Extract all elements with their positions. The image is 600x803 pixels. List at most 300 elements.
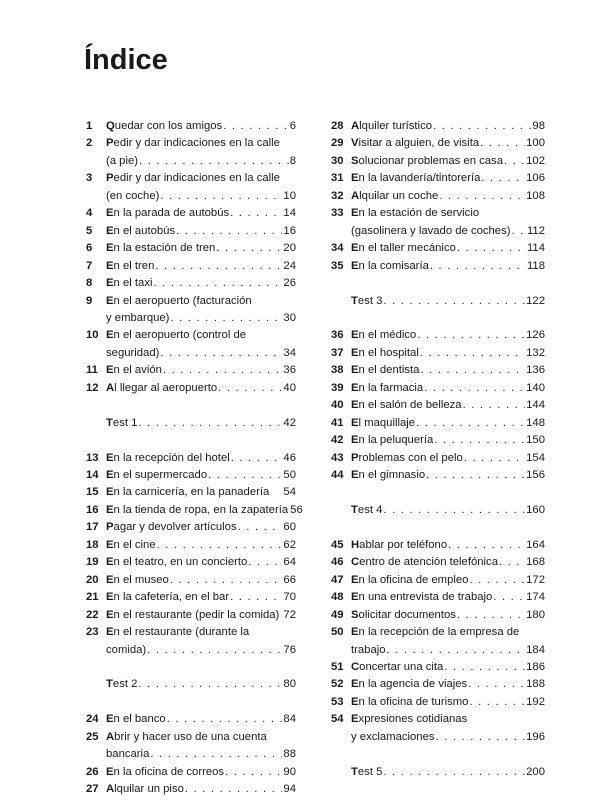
entry-title: Al llegar al aeropuerto [106, 381, 218, 394]
toc-entry[interactable] [86, 380, 296, 397]
entry-title: Quedar con los amigos [106, 120, 223, 132]
entry-title: En la oficina de turismo [351, 695, 469, 708]
toc-test-entry[interactable] [86, 415, 296, 432]
spacer [86, 659, 296, 676]
toc-entry[interactable] [331, 467, 545, 484]
entry-line [106, 240, 296, 257]
toc-entry[interactable] [331, 188, 545, 205]
entry-body [106, 484, 296, 501]
dot-leader [383, 293, 525, 310]
toc-column-right [331, 118, 545, 781]
entry-line [351, 223, 545, 240]
entry-body [106, 293, 296, 328]
entry-title: En la recepción de la empresa de [351, 626, 520, 639]
page-number: 164 [526, 538, 545, 551]
toc-entry[interactable] [331, 694, 545, 711]
entry-title: Visitar a alguien, de visita [351, 137, 480, 150]
entry-line [351, 572, 545, 589]
toc-test-entry[interactable] [86, 676, 296, 693]
entry-line [106, 153, 296, 170]
dot-leader [223, 118, 289, 135]
page-number: 8 [289, 154, 296, 167]
page-number: 154 [526, 451, 545, 464]
dot-leader [448, 537, 525, 554]
page-number: 114 [526, 242, 545, 255]
dot-leader [231, 450, 283, 467]
toc-entry[interactable] [86, 484, 296, 501]
entry-body [351, 240, 545, 257]
toc-entry[interactable] [86, 135, 296, 170]
entry-body [106, 205, 296, 222]
entry-number: 15 [86, 486, 99, 499]
toc-entry[interactable] [86, 223, 296, 240]
entry-line [106, 554, 296, 571]
page-number: 34 [283, 346, 296, 359]
entry-number [86, 676, 106, 693]
dot-leader [499, 554, 525, 571]
entry-title: Test 4 [351, 503, 383, 516]
entry-body [106, 764, 296, 781]
entry-body [351, 764, 545, 781]
dot-leader [147, 642, 282, 659]
entry-title: En una entrevista de trabajo [351, 591, 493, 604]
toc-entry[interactable] [331, 205, 545, 240]
page-number: 172 [526, 573, 545, 586]
entry-body [351, 397, 545, 414]
toc-entry[interactable] [86, 607, 296, 624]
entry-title: Hablar por teléfono [351, 538, 448, 551]
page-number: 36 [283, 364, 296, 377]
entry-title: seguridad) [106, 346, 160, 359]
toc-entry[interactable] [331, 450, 545, 467]
entry-line [106, 380, 296, 397]
entry-title: Solucionar problemas en casa [351, 154, 503, 167]
entry-body [351, 205, 545, 240]
page-number: 24 [283, 259, 296, 272]
page-number: 186 [526, 660, 545, 673]
entry-number: 18 [86, 538, 99, 551]
spacer [331, 310, 545, 327]
entry-line [351, 188, 545, 205]
toc-test-entry[interactable] [331, 764, 545, 781]
toc-entry[interactable] [86, 781, 296, 798]
entry-title: Test 5 [351, 765, 383, 778]
page-number: 196 [526, 730, 545, 743]
entry-title: (a pie) [106, 154, 139, 167]
toc-entry[interactable] [331, 659, 545, 676]
entry-line [106, 135, 296, 152]
page-number: 76 [283, 643, 296, 656]
toc-entry[interactable] [331, 240, 545, 257]
page-number: 102 [526, 154, 545, 167]
dot-leader [436, 729, 526, 746]
entry-body [106, 240, 296, 257]
entry-number: 49 [331, 608, 344, 621]
page-number: 40 [283, 381, 296, 394]
entry-number: 8 [86, 277, 93, 290]
entry-line [106, 450, 296, 467]
page-number: 144 [526, 399, 545, 412]
entry-number: 43 [331, 451, 344, 464]
entry-title: En la recepción del hotel [106, 451, 230, 464]
entry-line [351, 380, 545, 397]
entry-body [351, 537, 545, 554]
entry-line [106, 711, 296, 728]
entry-number: 37 [331, 346, 344, 359]
entry-body [106, 362, 296, 379]
page-number: 108 [526, 189, 545, 202]
entry-line [106, 607, 296, 624]
toc-entry[interactable] [86, 729, 296, 764]
toc-entry[interactable] [331, 711, 545, 746]
dot-leader [468, 676, 525, 693]
toc-entry[interactable] [86, 362, 296, 379]
page-number: 42 [283, 416, 296, 429]
entry-line [351, 135, 545, 152]
dot-leader [155, 258, 282, 275]
toc-entry[interactable] [86, 275, 296, 292]
toc-entry[interactable] [331, 624, 545, 659]
entry-body [106, 502, 303, 519]
dot-leader [139, 153, 289, 170]
toc-entry[interactable] [331, 607, 545, 624]
entry-body [351, 293, 545, 310]
dot-leader [167, 711, 283, 728]
toc-entry[interactable] [86, 589, 296, 606]
entry-title: En la estación de tren [106, 242, 216, 255]
dot-leader [248, 554, 282, 571]
dot-leader [424, 380, 525, 397]
entry-number [331, 502, 351, 519]
entry-title: En el médico [351, 329, 417, 342]
toc-entry[interactable] [331, 589, 545, 606]
entry-number: 42 [331, 434, 344, 447]
entry-title: En el gimnasio [351, 469, 426, 482]
toc-entry[interactable] [331, 327, 545, 344]
entry-line [106, 537, 296, 554]
toc-entry[interactable] [331, 572, 545, 589]
toc-entry[interactable] [86, 537, 296, 554]
entry-body [106, 380, 296, 397]
entry-body [351, 188, 545, 205]
entry-body [106, 223, 296, 240]
entry-line [106, 467, 296, 484]
entry-title: Pedir y dar indicaciones en la calle [106, 172, 280, 185]
toc-entry[interactable] [331, 170, 545, 187]
entry-body [351, 711, 545, 746]
toc-entry[interactable] [331, 676, 545, 693]
entry-title: En la tienda de ropa, en la zapatería [106, 503, 289, 516]
entry-number: 10 [86, 329, 99, 342]
toc-entry[interactable] [331, 118, 545, 135]
toc-entry[interactable] [86, 170, 296, 205]
toc-entry[interactable] [331, 380, 545, 397]
entry-title: y exclamaciones [351, 730, 435, 743]
page-number: 30 [283, 311, 296, 324]
entry-title: Centro de atención telefónica [351, 556, 498, 569]
toc-entry[interactable] [86, 502, 303, 519]
entry-title: En el museo [106, 573, 169, 586]
page-number: 72 [283, 608, 296, 621]
page-number: 118 [526, 259, 545, 272]
entry-title: En la oficina de correos [106, 765, 225, 778]
entry-body [106, 327, 296, 362]
toc-entry[interactable] [86, 554, 296, 571]
entry-line [351, 153, 545, 170]
page-number: 56 [290, 503, 303, 516]
page-number: 50 [283, 469, 296, 482]
entry-line [106, 258, 296, 275]
entry-body [106, 589, 296, 606]
page-number: 188 [526, 678, 545, 691]
page-number: 88 [283, 748, 296, 761]
entry-line [106, 310, 296, 327]
entry-number: 31 [331, 172, 344, 185]
entry-number: 34 [331, 242, 344, 255]
toc-entry[interactable] [86, 240, 296, 257]
entry-body [351, 607, 545, 624]
entry-number: 27 [86, 783, 99, 796]
entry-number [331, 764, 351, 781]
entry-line [106, 764, 296, 781]
entry-line [351, 258, 545, 275]
entry-body [351, 659, 545, 676]
dot-leader [230, 205, 282, 222]
toc-entry[interactable] [331, 258, 545, 275]
toc-entry[interactable] [86, 711, 296, 728]
entry-body [106, 135, 296, 170]
page-number: 168 [526, 556, 545, 569]
toc-entry[interactable] [331, 135, 545, 152]
page-title: Índice [84, 44, 168, 76]
entry-title: En la agencia de viajes [351, 678, 468, 691]
page-number: 100 [526, 137, 545, 150]
page-number: 94 [283, 783, 296, 796]
entry-line [351, 676, 545, 693]
entry-title: (en coche) [106, 189, 160, 202]
toc-entry[interactable] [331, 415, 545, 432]
toc-entry[interactable] [86, 572, 296, 589]
toc-entry[interactable] [331, 362, 545, 379]
page-number: 90 [283, 765, 296, 778]
entry-line [106, 327, 296, 344]
entry-title: Alquilar un coche [351, 189, 439, 202]
entry-title: En la oficina de empleo [351, 573, 469, 586]
entry-title: En la parada de autobús [106, 207, 230, 220]
dot-leader [512, 223, 526, 240]
toc-entry[interactable] [86, 327, 296, 362]
page-number: 180 [526, 608, 545, 621]
entry-body [351, 572, 545, 589]
entry-number: 21 [86, 591, 99, 604]
toc-entry[interactable] [331, 432, 545, 449]
dot-leader [430, 258, 526, 275]
entry-line [351, 624, 545, 641]
page-number: 60 [283, 521, 296, 534]
dot-leader [153, 275, 282, 292]
toc-entry[interactable] [331, 554, 545, 571]
entry-title: En el teatro, en un concierto [106, 556, 248, 569]
spacer [331, 519, 545, 536]
dot-leader [157, 537, 283, 554]
entry-number: 7 [86, 259, 93, 272]
entry-number: 17 [86, 521, 99, 534]
toc-entry[interactable] [86, 118, 296, 135]
entry-title: Solicitar documentos [351, 608, 456, 621]
entry-body [351, 258, 545, 275]
entry-title: En el hospital [351, 346, 419, 359]
dot-leader [433, 118, 531, 135]
entry-body [106, 258, 296, 275]
entry-line [351, 694, 545, 711]
entry-line [106, 362, 296, 379]
entry-body [351, 450, 545, 467]
entry-title: Abrir y hacer uso de una cuenta [106, 730, 267, 743]
entry-number: 11 [86, 364, 98, 377]
entry-number: 44 [331, 469, 344, 482]
entry-title: Test 3 [351, 294, 383, 307]
toc-entry[interactable] [331, 153, 545, 170]
dot-leader [238, 519, 283, 536]
toc-entry[interactable] [86, 624, 296, 659]
dot-leader [150, 746, 282, 763]
page-number: 184 [526, 643, 545, 656]
dot-leader [160, 345, 282, 362]
entry-number: 22 [86, 608, 99, 621]
entry-number: 32 [331, 189, 344, 202]
entry-number: 25 [86, 730, 99, 743]
entry-title: trabajo [351, 643, 386, 656]
dot-leader [457, 240, 526, 257]
dot-leader [420, 345, 525, 362]
entry-body [106, 676, 296, 693]
toc-entry[interactable] [86, 450, 296, 467]
dot-leader [230, 589, 282, 606]
entry-body [106, 711, 296, 728]
entry-line [106, 781, 296, 798]
toc-entry[interactable] [331, 537, 545, 554]
entry-line [106, 345, 296, 362]
entry-line [106, 484, 296, 501]
toc-column-left [86, 118, 303, 799]
entry-line [351, 293, 545, 310]
entry-body [351, 380, 545, 397]
entry-title: Problemas con el pelo [351, 451, 463, 464]
entry-number: 23 [86, 626, 99, 639]
entry-title: En el autobús [106, 224, 176, 237]
dot-leader [176, 223, 282, 240]
entry-line [351, 729, 545, 746]
page-number: 84 [283, 713, 296, 726]
toc-entry[interactable] [86, 519, 296, 536]
entry-body [351, 432, 545, 449]
toc-entry[interactable] [331, 397, 545, 414]
toc-entry[interactable] [86, 764, 296, 781]
entry-line [106, 415, 296, 432]
entry-body [351, 362, 545, 379]
dot-leader [439, 188, 525, 205]
dot-leader [481, 170, 525, 187]
entry-number: 50 [331, 626, 344, 639]
entry-title: y embarque) [106, 311, 170, 324]
dot-leader [463, 397, 526, 414]
entry-body [351, 502, 545, 519]
page-number: 98 [532, 120, 545, 132]
entry-number: 19 [86, 556, 99, 569]
entry-title: En el tren [106, 259, 155, 272]
entry-line [351, 589, 545, 606]
dot-leader [426, 467, 525, 484]
entry-title: Test 2 [106, 678, 138, 691]
entry-number: 36 [331, 329, 344, 342]
toc-test-entry[interactable] [331, 293, 545, 310]
entry-number: 30 [331, 154, 344, 167]
entry-title: En el cine [106, 538, 156, 551]
dot-leader [216, 240, 282, 257]
entry-body [351, 415, 545, 432]
dot-leader [218, 380, 282, 397]
entry-line [106, 572, 296, 589]
entry-line [106, 519, 296, 536]
toc-entry[interactable] [331, 345, 545, 362]
dot-leader [163, 362, 283, 379]
entry-body [106, 450, 296, 467]
entry-line [106, 293, 296, 310]
entry-line [351, 450, 545, 467]
dot-leader [469, 572, 525, 589]
dot-leader [493, 589, 525, 606]
entry-title: comida) [106, 643, 147, 656]
entry-body [106, 170, 296, 205]
page-number: 106 [526, 172, 545, 185]
entry-body [106, 415, 296, 432]
page-number: 126 [526, 329, 545, 342]
entry-title: En la farmacia [351, 381, 424, 394]
entry-line [351, 432, 545, 449]
entry-title: (gasolinera y lavado de coches) [351, 224, 511, 237]
page-number: 14 [283, 207, 296, 220]
toc-test-entry[interactable] [331, 502, 545, 519]
page-number: 62 [283, 538, 296, 551]
entry-number: 2 [86, 137, 93, 150]
dot-leader [185, 781, 283, 798]
entry-number: 9 [86, 294, 93, 307]
spacer [331, 275, 545, 292]
entry-title: En la carnicería, en la panadería [106, 486, 270, 499]
dot-leader [416, 415, 525, 432]
entry-number: 46 [331, 556, 344, 569]
entry-number: 14 [86, 469, 99, 482]
dot-leader [420, 362, 525, 379]
toc-entry[interactable] [86, 293, 296, 328]
toc-entry[interactable] [86, 258, 296, 275]
entry-line [106, 205, 296, 222]
entry-body [106, 572, 296, 589]
entry-title: Pagar y devolver artículos [106, 521, 237, 534]
page-number: 16 [283, 224, 296, 237]
entry-title: En el supermercado [106, 469, 208, 482]
entry-line [106, 676, 296, 693]
entry-number: 24 [86, 713, 99, 726]
toc-entry[interactable] [86, 467, 296, 484]
entry-number: 40 [331, 399, 344, 412]
entry-body [351, 327, 545, 344]
entry-body [351, 170, 545, 187]
toc-entry[interactable] [86, 205, 296, 222]
entry-number: 53 [331, 695, 344, 708]
page-number: 156 [526, 469, 545, 482]
dot-leader [138, 676, 282, 693]
